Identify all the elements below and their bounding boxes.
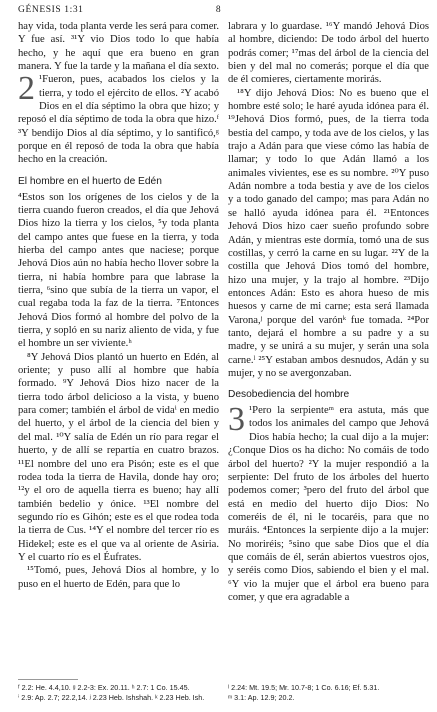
footnote-line: ᵐ 3.1: Ap. 12.9; 20.2. xyxy=(228,692,295,702)
verse-paragraph: ¹⁵Tomó, pues, Jehová Dios al hombre, y lo puso en el huerto de Edén, para que lo xyxy=(18,565,219,590)
footnotes-left xyxy=(18,683,218,702)
chapter-paragraph xyxy=(228,401,429,604)
footnotes-right xyxy=(228,683,428,702)
left-column xyxy=(18,20,219,675)
verse-text: ¹Fueron, pues, acabados los cielos y la tierra, y todo el ejército de ellos. ²Y acabó Dios en el día séptimo la obra que hizo; y reposó el día séptimo de toda la obra que hizo.ᶠ ³Y bendijo Dios al día séptimo, y lo santificó,ᵍ porque en él reposó de toda la obra que había hecho en la creación. xyxy=(18,74,219,166)
footnote-rule xyxy=(18,679,78,680)
verse-paragraph: ¹⁸Y dijo Jehová Dios: No es bueno que el hombre esté solo; le haré ayuda idónea para él. ¹⁹Jehová Dios formó, pues, de la tierra toda bestia del campo, y toda ave de los cielos, y las trajo a Adán para que viese cómo las había de llamar; y todo lo que Adán llamó a los animales vivientes, ese es su nombre. ²⁰Y puso Adán nombre a toda bestia y ave de los cielos y a todo ganado del campo; mas para Adán no se halló ayuda idónea para él. ²¹Entonces Jehová Dios hizo caer sueño profundo sobre Adán, y mientras este dormía, tomó una de sus costillas, y cerró la carne en su lugar. ²²Y de la costilla que Jehová Dios tomó del hombre, hizo una mujer, y la trajo al hombre. ²³Dijo entonces Adán: Esto es ahora hueso de mis huesos y carne de mi carne; esta será llamada Varona,ʲ porque del varónᵏ fue tomada. ²⁴Por tanto, dejará el hombre a su padre y a su madre, y se unirá a su mujer, y serán una sola carne.ˡ ²⁵Y estaban ambos desnudos, Adán y su mujer, y no se avergonzaban. xyxy=(228,87,429,379)
footnote-line: ˡ 2.24: Mt. 19.5; Mr. 10.7-8; 1 Co. 6.16; Ef. 5.31. xyxy=(228,683,380,692)
verse-text: ¹Pero la serpienteᵐ era astuta, más que todos los animales del campo que Jehová Dios había hecho; la cual dijo a la mujer: ¿Conque Dios os ha dicho: No comáis de todo árbol del huerto? ²Y la mujer respondió a la serpiente: Del fruto de los árboles del huerto podemos comer; ³pero del fruto del árbol que está en medio del huerto dijo Dios: No comeréis de él, ni le tocaréis, para que no muráis. ⁴Entonces la serpiente dijo a la mujer: No moriréis; ⁵sino que sabe Dios que el día que comáis de él, serán abiertos vuestros ojos, y seréis como Dios, sabiendo el bien y el mal. ⁶Y vio la mujer que el árbol era bueno para comer, y que era agradable a xyxy=(228,405,429,603)
page-number: 8 xyxy=(215,5,222,15)
footnote-line: ⁱ 2.9: Ap. 2.7; 22.2,14. ʲ 2.23 Heb. Ishshah. ᵏ 2.23 Heb. Ish. xyxy=(18,692,205,702)
right-column xyxy=(228,20,429,675)
verse-paragraph: ⁴Estos son los orígenes de los cielos y de la tierra cuando fueron creados, el día que Jehová Dios hizo la tierra y los cielos, ⁵y toda planta del campo antes que fuese en la tierra, y toda hierba del campo antes que naciese; porque Jehová Dios aún no había hecho llover sobre la tierra, ni había hombre para que labrase la tierra, ⁶sino que subía de la tierra un vapor, el cual regaba toda la faz de la tierra. ⁷Entonces Jehová Dios formó al hombre del polvo de la tierra, y sopló en su nariz aliento de vida, y fue el hombre un ser viviente.ʰ xyxy=(18,191,219,350)
section-heading: Desobediencia del hombre xyxy=(228,389,350,401)
section-heading: El hombre en el huerto de Edén xyxy=(18,175,162,187)
verse-paragraph: hay vida, toda planta verde les será para comer. Y fue así. ³¹Y vio Dios todo lo que había hecho, y he aquí que era bueno en gran manera. Y fue la tarde y la mañana el día sexto. xyxy=(18,21,219,73)
chapter-number: 2 xyxy=(18,70,35,108)
chapter-paragraph xyxy=(18,70,219,166)
verse-paragraph: ⁸Y Jehová Dios plantó un huerto en Edén, al oriente; y puso allí al hombre que había formado. ⁹Y Jehová Dios hizo nacer de la tierra todo árbol delicioso a la vista, y bueno para comer; también el árbol de vidaⁱ en medio del huerto, y el árbol de la ciencia del bien y del mal. ¹⁰Y salía de Edén un río para regar el huerto, y de allí se repartía en cuatro brazos. ¹¹El nombre del uno era Pisón; este es el que rodea toda la tierra de Havila, donde hay oro; ¹²y el oro de aquella tierra es bueno; hay allí también bedelio y ónice. ¹³El nombre del segundo río es Gihón; este es el que rodea toda la tierra de Cus. ¹⁴Y el nombre del tercer río es Hidekel; este es el que va al oriente de Asiria. Y el cuarto río es el Éufrates. xyxy=(18,351,219,563)
book-reference: GÉNESIS 1:31 xyxy=(18,5,84,15)
footnote-line: ᶠ 2.2: He. 4.4,10. ᵍ 2.2-3: Ex. 20.11. ʰ 2.7: 1 Co. 15.45. xyxy=(18,683,190,692)
verse-paragraph: labrara y lo guardase. ¹⁶Y mandó Jehová Dios al hombre, diciendo: De todo árbol del huerto podrás comer; ¹⁷mas del árbol de la ciencia del bien y del mal no comerás; porque el día que de él comieres, ciertamente morirás. xyxy=(228,21,429,86)
chapter-number: 3 xyxy=(228,401,245,439)
running-header xyxy=(18,5,419,19)
